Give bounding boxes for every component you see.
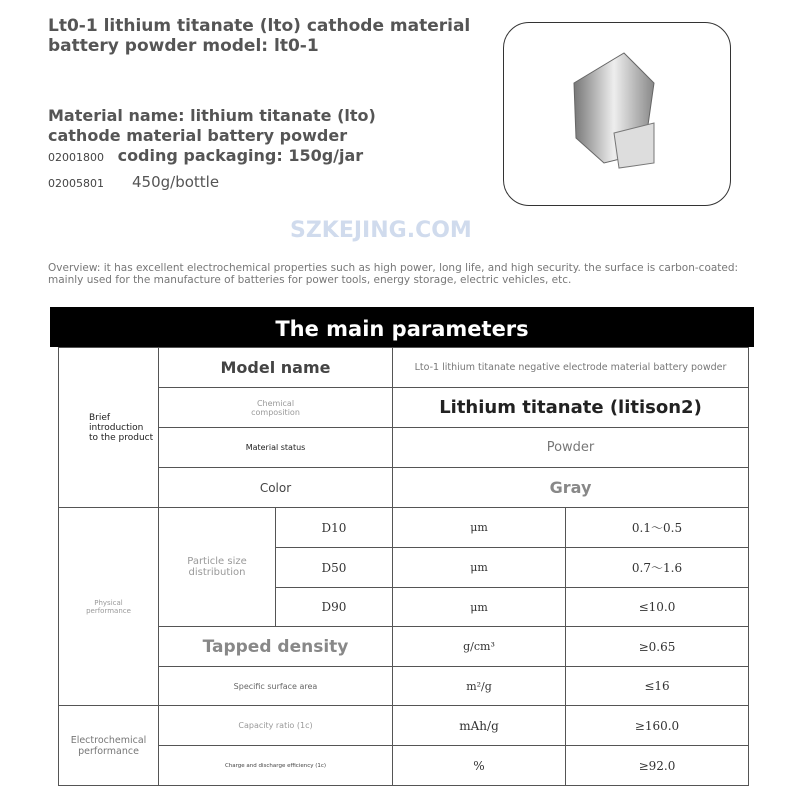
tap-value: ≥0.65 [565, 626, 749, 667]
electro-cell: Electrochemical performance [58, 705, 159, 786]
color-value: Gray [392, 467, 749, 508]
psd-label: Particle size distribution [158, 507, 276, 627]
d50-label: D50 [275, 547, 393, 588]
d50-value: 0.7～1.6 [565, 547, 749, 588]
eff-unit: % [392, 745, 566, 786]
watermark: SZKEJING.COM [290, 218, 472, 243]
chem-label: Chemical composition [158, 387, 393, 428]
ssa-label: Specific surface area [158, 666, 393, 706]
cap-label: Capacity ratio (1c) [158, 705, 393, 746]
physical-cell: Physical performance [58, 507, 159, 706]
cap-unit: mAh/g [392, 705, 566, 746]
code-1: 02001800 [48, 151, 104, 164]
cap-value: ≥160.0 [565, 705, 749, 746]
tap-unit: g/cm³ [392, 626, 566, 667]
d10-unit: μm [392, 507, 566, 548]
chem-value: Lithium titanate (litison2) [392, 387, 749, 428]
tap-label: Tapped density [158, 626, 393, 667]
powder-bag-image [504, 23, 730, 205]
ssa-value: ≤16 [565, 666, 749, 706]
brief-cell: Brief introduction to the product [58, 347, 159, 508]
d10-label: D10 [275, 507, 393, 548]
product-photo [503, 22, 731, 206]
status-value: Powder [392, 427, 749, 468]
overview-text: Overview: it has excellent electrochemical properties such as high power, long life, and high security. the surface is carbon-coated: mainly used for the manufacture of batteries for power tools, energy storage, electric vehicles, etc. [48, 262, 739, 286]
d90-unit: μm [392, 587, 566, 627]
main-parameters-banner: The main parameters [50, 307, 754, 347]
code-2: 02005801 [48, 177, 104, 190]
d90-value: ≤10.0 [565, 587, 749, 627]
model-value: Lto-1 lithium titanate negative electrode material battery powder [392, 347, 749, 388]
material-name: Material name: lithium titanate (lto) [48, 106, 376, 125]
eff-label: Charge and discharge efficiency (1c) [158, 745, 393, 786]
d90-label: D90 [275, 587, 393, 627]
status-label: Material status [158, 427, 393, 468]
color-label: Color [158, 467, 393, 508]
ssa-unit: m²/g [392, 666, 566, 706]
material-info [48, 106, 376, 194]
d10-value: 0.1～0.5 [565, 507, 749, 548]
product-title: Lt0-1 lithium titanate (lto) cathode material battery powder model: lt0-1 [48, 16, 471, 56]
packaging-2: 450g/bottle [132, 173, 220, 191]
packaging: coding packaging: 150g/jar [117, 146, 364, 165]
d50-unit: μm [392, 547, 566, 588]
eff-value: ≥92.0 [565, 745, 749, 786]
material-desc: cathode material battery powder [48, 126, 348, 145]
model-label: Model name [158, 347, 393, 388]
